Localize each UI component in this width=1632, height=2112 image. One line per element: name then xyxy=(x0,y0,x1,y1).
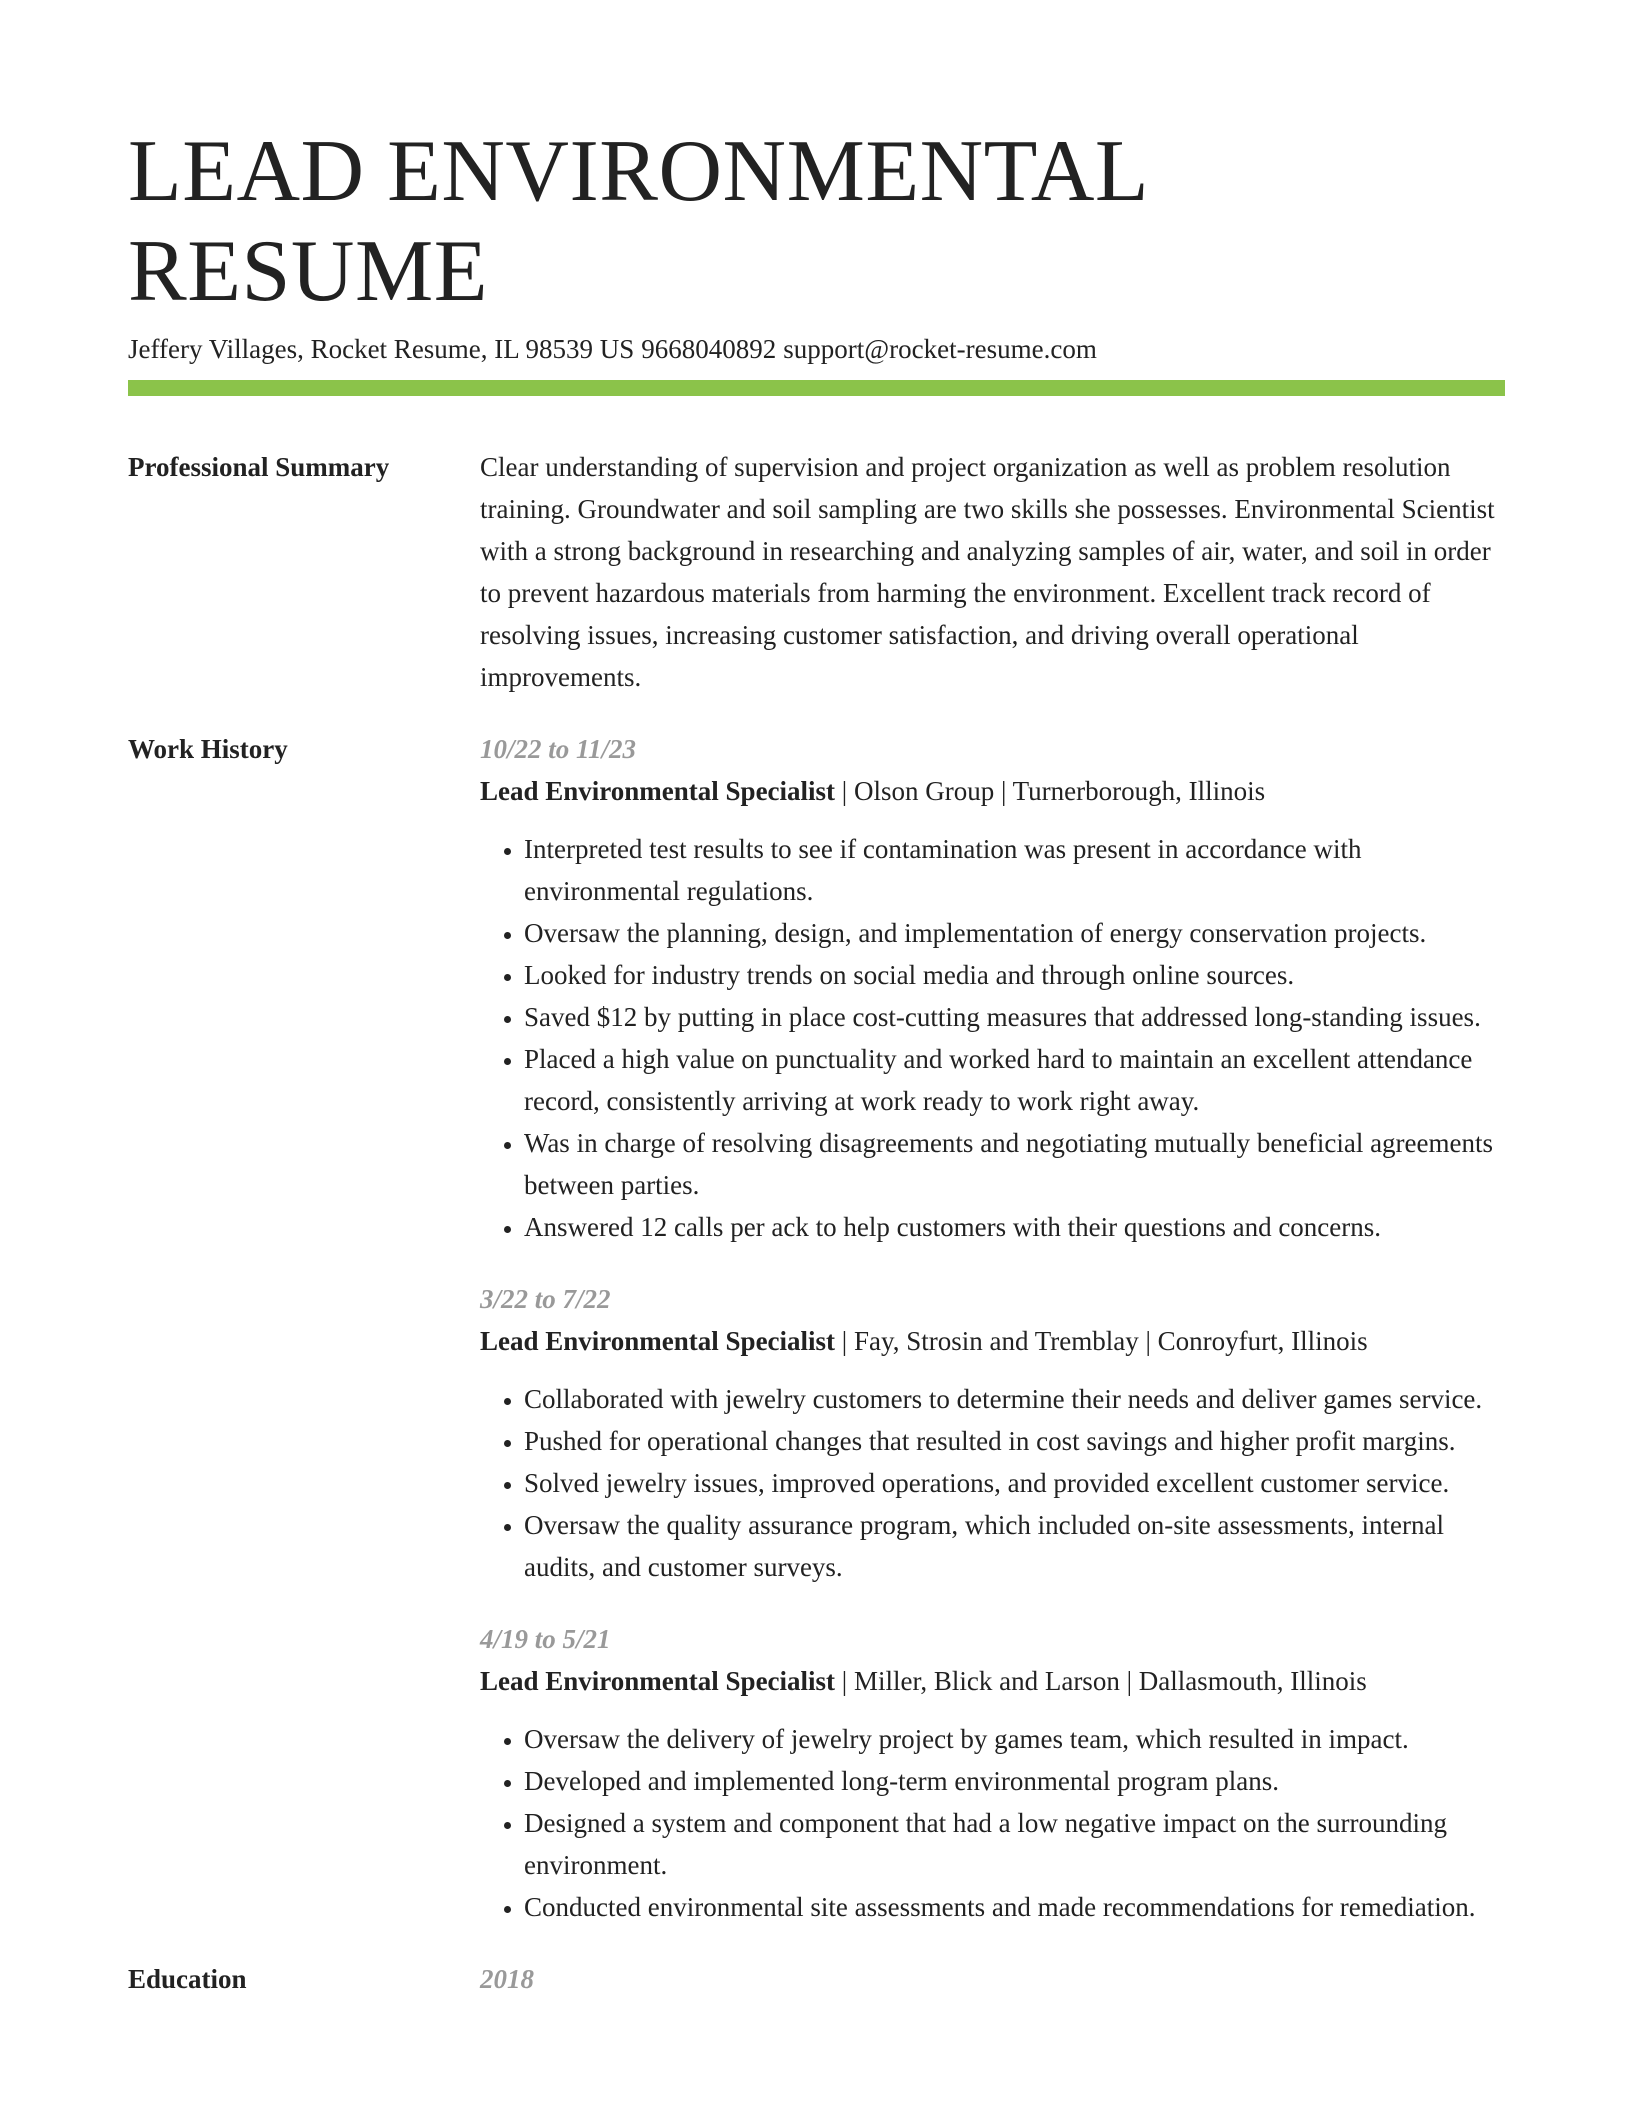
job-entry-2 xyxy=(480,1278,1505,1588)
job-title: Lead Environmental Specialist xyxy=(480,1326,836,1356)
job-bullet: • Saved $12 by putting in place cost-cutting measures that addressed long-standing issues. xyxy=(524,996,1505,1038)
section-label-summary: Professional Summary xyxy=(128,452,390,482)
section-education xyxy=(128,1958,1505,2000)
job-bullet: • Oversaw the quality assurance program, which included on-site assessments, internal audits, and customer surveys. xyxy=(524,1504,1505,1588)
section-body-education xyxy=(480,1958,1505,2000)
job-bullets xyxy=(480,1378,1505,1588)
job-bullet: • Conducted environmental site assessments and made recommendations for remediation. xyxy=(524,1886,1505,1928)
job-bullets xyxy=(480,1718,1505,1928)
job-bullet: • Oversaw the planning, design, and implementation of energy conservation projects. xyxy=(524,912,1505,954)
job-details: | Miller, Blick and Larson | Dallasmouth, Illinois xyxy=(835,1666,1367,1696)
contact-email: support@rocket-resume.com xyxy=(783,334,1097,364)
job-dates: 3/22 to 7/22 xyxy=(480,1284,611,1314)
section-body-work-history xyxy=(480,728,1505,1928)
job-title: Lead Environmental Specialist xyxy=(480,1666,836,1696)
job-bullet: • Oversaw the delivery of jewelry project by games team, which resulted in impact. xyxy=(524,1718,1505,1760)
job-heading xyxy=(480,770,1505,812)
job-bullet: • Pushed for operational changes that resulted in cost savings and higher profit margins. xyxy=(524,1420,1505,1462)
summary-text: Clear understanding of supervision and project organization as well as problem resolution training. Groundwater and soil sampling are two skills she possesses. Environmental Scientist with a strong background in researching and analyzing samples of air, water, and soil in order to prevent hazardous materials from harming the environment. Excellent track record of resolving issues, increasing customer satisfaction, and driving overall operational improvements. xyxy=(480,452,1495,692)
job-bullet: • Designed a system and component that had a low negative impact on the surrounding environment. xyxy=(524,1802,1505,1886)
job-title: Lead Environmental Specialist xyxy=(480,776,836,806)
job-dates: 10/22 to 11/23 xyxy=(480,734,637,764)
section-body-summary xyxy=(480,446,1505,698)
job-bullet: • Answered 12 calls per ack to help customers with their questions and concerns. xyxy=(524,1206,1505,1248)
job-details: | Olson Group | Turnerborough, Illinois xyxy=(835,776,1266,806)
section-label-education: Education xyxy=(128,1964,247,1994)
contact-address: Jeffery Villages, Rocket Resume, IL 98539 US xyxy=(128,334,635,364)
job-dates: 4/19 to 5/21 xyxy=(480,1624,611,1654)
resume-page xyxy=(128,0,1505,2000)
job-bullet: • Collaborated with jewelry customers to determine their needs and deliver games service. xyxy=(524,1378,1505,1420)
job-bullet: • Developed and implemented long-term environmental program plans. xyxy=(524,1760,1505,1802)
section-summary xyxy=(128,446,1505,698)
job-heading xyxy=(480,1660,1505,1702)
job-bullet: • Was in charge of resolving disagreements and negotiating mutually beneficial agreements between parties. xyxy=(524,1122,1505,1206)
job-details: | Fay, Strosin and Tremblay | Conroyfurt, Illinois xyxy=(835,1326,1368,1356)
education-dates: 2018 xyxy=(480,1964,534,1994)
contact-line xyxy=(128,332,1505,366)
job-bullet: • Interpreted test results to see if contamination was present in accordance with environmental regulations. xyxy=(524,828,1505,912)
job-entry-3 xyxy=(480,1618,1505,1928)
job-heading xyxy=(480,1320,1505,1362)
job-bullet: • Solved jewelry issues, improved operations, and provided excellent customer service. xyxy=(524,1462,1505,1504)
resume-title: LEAD ENVIRONMENTAL RESUME xyxy=(128,123,1146,320)
job-bullets xyxy=(480,828,1505,1248)
contact-phone: 9668040892 xyxy=(641,334,777,364)
job-bullet: • Looked for industry trends on social media and through online sources. xyxy=(524,954,1505,996)
job-bullet: • Placed a high value on punctuality and worked hard to maintain an excellent attendance record, consistently arriving at work ready to work right away. xyxy=(524,1038,1505,1122)
section-label-work-history: Work History xyxy=(128,734,288,764)
header-divider xyxy=(128,380,1505,396)
job-entry-1 xyxy=(480,728,1505,1248)
section-work-history xyxy=(128,728,1505,1928)
